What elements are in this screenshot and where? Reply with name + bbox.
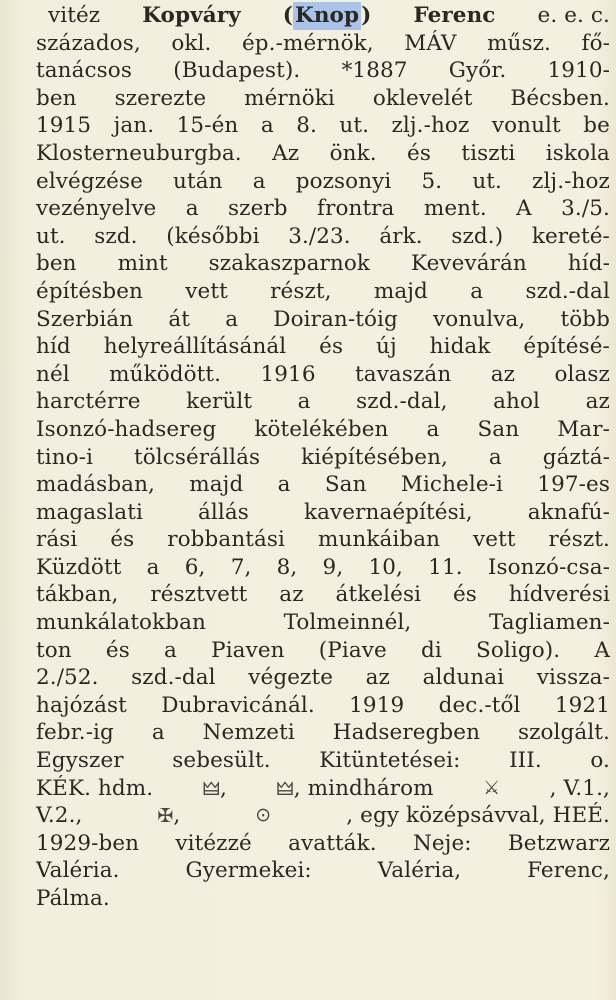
word: 1929-ben: [36, 830, 140, 856]
word: híd: [36, 334, 71, 360]
word: San: [324, 472, 367, 498]
body-line: [36, 57, 610, 85]
word: árk.: [379, 223, 423, 249]
decorations-line-2: V.2., ✠, ⊙ , egy középsávval, HEÉ.: [36, 802, 610, 830]
word: 8,: [276, 554, 298, 580]
word: (Piave: [318, 637, 387, 663]
word: a: [260, 113, 274, 139]
word: majd: [189, 472, 244, 498]
word: a: [151, 720, 165, 746]
word: vett: [185, 278, 228, 304]
body-line: [36, 223, 610, 251]
word: önk.: [329, 140, 377, 166]
cross-medal-icon: 🜲: [276, 777, 294, 800]
word: munkálatokban: [36, 610, 206, 636]
body-line: [36, 416, 610, 444]
word: Tolmeinnél,: [283, 610, 412, 636]
word: Doiran-tóig: [273, 306, 398, 332]
biography-entry: [36, 2, 610, 913]
circled-dot-icon: ⊙: [255, 804, 272, 827]
word: kötelékében: [254, 416, 389, 442]
word: aldunai: [422, 665, 505, 691]
word: hajózást: [36, 692, 127, 718]
word: Az: [272, 140, 300, 166]
word: szolgált.: [517, 720, 610, 746]
word: avatták.: [288, 830, 377, 856]
word: résztvett: [150, 582, 248, 608]
word: részt.: [548, 527, 610, 553]
word: Nemzeti: [202, 720, 295, 746]
word: vonulva,: [433, 306, 526, 332]
word: és: [110, 527, 135, 553]
word: a: [470, 278, 484, 304]
word: Valéria,: [377, 858, 462, 884]
word: tiszti: [461, 140, 516, 166]
word: tino-i: [36, 444, 94, 470]
word: 1916: [260, 361, 316, 387]
body-line: [36, 195, 610, 223]
word: okl.: [171, 30, 212, 56]
word: Szerbián: [36, 306, 134, 332]
word: Mar-: [557, 416, 610, 442]
word: vitézzé: [175, 830, 252, 856]
word: o.: [590, 748, 610, 774]
word: madásban,: [36, 472, 155, 498]
word: szd.-dal: [131, 665, 216, 691]
word: szd.: [94, 223, 138, 249]
word: helyreállításánál: [103, 334, 287, 360]
word: kereté-: [531, 223, 610, 249]
decorations-line: KÉK. hdm. 🜲, 🜲, mindhárom ⚔ , V.1.,: [36, 775, 610, 803]
word: nél: [36, 361, 70, 387]
word: Klosterneuburgba.: [36, 140, 242, 166]
word: a: [297, 389, 311, 415]
word: építésé-: [523, 334, 610, 360]
word: harctérre: [36, 389, 141, 415]
word: ton: [36, 637, 72, 663]
word: ut.: [472, 168, 502, 194]
word: gáztá-: [542, 444, 610, 470]
word: 2./52.: [36, 665, 99, 691]
word: 7,: [230, 554, 252, 580]
word: aknafú-: [527, 499, 610, 525]
word: végezte: [248, 665, 334, 691]
word: állás: [198, 499, 249, 525]
original-name-group: (Knop): [282, 3, 372, 28]
word: szerezte: [114, 85, 207, 111]
word: jan.: [113, 113, 155, 139]
word: 6,: [184, 554, 206, 580]
word: az: [490, 361, 516, 387]
word: Michele-i: [400, 472, 503, 498]
crossed-swords-icon: ⚔: [483, 776, 501, 799]
body-line: [36, 581, 610, 609]
word: Kitüntetései:: [319, 748, 461, 774]
word: 15-én: [176, 113, 239, 139]
word: majd: [373, 278, 428, 304]
word: vissza-: [536, 665, 610, 691]
word: a: [252, 168, 266, 194]
word: ép.-mérnök,: [241, 30, 374, 56]
word: a: [277, 472, 291, 498]
word: szd.): [451, 223, 504, 249]
word: és: [105, 637, 130, 663]
word: *1887: [341, 58, 408, 84]
word: oklevelét: [372, 85, 473, 111]
word: százados,: [36, 30, 141, 56]
word: sebesült.: [172, 748, 271, 774]
word: műsz.: [487, 30, 551, 56]
word: a: [185, 196, 199, 222]
word: át: [168, 306, 191, 332]
word: olasz: [554, 361, 610, 387]
word: munkáiban: [317, 527, 441, 553]
word: után: [173, 168, 223, 194]
word: tanácsos: [36, 58, 132, 84]
word: szakaszparnok: [208, 251, 371, 277]
word: zlj.-hoz: [391, 113, 470, 139]
body-line: [36, 830, 610, 858]
word: Neje:: [412, 830, 472, 856]
word: elvégzése: [36, 168, 143, 194]
body-line: [36, 692, 610, 720]
cross-medal-icon: 🜲: [202, 777, 221, 800]
body-line: [36, 747, 610, 775]
word: tölcsérállás: [134, 444, 261, 470]
word: 1915: [36, 113, 92, 139]
body-line: [36, 140, 610, 168]
word: került: [186, 389, 253, 415]
word: Valéria.: [36, 858, 120, 884]
word: a: [488, 444, 502, 470]
word: a: [426, 416, 440, 442]
maltese-cross-icon: ✠: [157, 805, 174, 828]
word: részt,: [270, 278, 332, 304]
word: Kevevárán: [410, 251, 527, 277]
word: szerb: [228, 196, 288, 222]
word: Tagliamen-: [488, 610, 610, 636]
word: 1919: [349, 692, 405, 718]
word: Győr.: [448, 58, 507, 84]
word: ment.: [423, 196, 487, 222]
word: ben: [36, 85, 77, 111]
body-line: [36, 30, 610, 58]
word: ben: [36, 251, 77, 277]
word: ahol: [493, 389, 541, 415]
word: az: [365, 665, 390, 691]
word: Hadseregben: [332, 720, 481, 746]
word: San: [477, 416, 520, 442]
word: a: [164, 637, 177, 663]
word: mérnöki: [244, 85, 335, 111]
word: Küzdött: [36, 554, 122, 580]
word: és: [452, 582, 477, 608]
word: pozsonyi: [295, 168, 392, 194]
word: zlj.-hoz: [532, 168, 610, 194]
body-line: [36, 526, 610, 554]
word: frontra: [317, 196, 395, 222]
word: szd.-dal,: [356, 389, 448, 415]
word: febr.-ig: [36, 720, 114, 746]
heading-rest: e. e. c.: [537, 3, 610, 28]
word: fő-: [581, 30, 610, 56]
word: Betzwarz: [507, 830, 610, 856]
word: Piaven: [211, 637, 285, 663]
word: MÁV: [404, 30, 457, 56]
word: iskola: [545, 140, 610, 166]
word: III.: [509, 748, 542, 774]
word: hídverési: [508, 582, 610, 608]
word: ut.: [36, 223, 66, 249]
body-line: [36, 278, 610, 306]
body-line: [36, 664, 610, 692]
body-line: [36, 250, 610, 278]
body-line: [36, 112, 610, 140]
word: (későbbi: [166, 223, 260, 249]
body-line: [36, 637, 610, 665]
word: híd-: [567, 251, 610, 277]
word: mint: [117, 251, 168, 277]
word: Isonzó-hadsereg: [36, 416, 217, 442]
word: magaslati: [36, 499, 143, 525]
highlighted-original-name[interactable]: Knop: [295, 3, 360, 28]
word: 8.: [296, 113, 317, 139]
word: és: [407, 140, 432, 166]
body-line: [36, 361, 610, 389]
word: hidak: [429, 334, 491, 360]
word: 1910-: [547, 58, 610, 84]
word: működött.: [109, 361, 222, 387]
word: Ferenc,: [527, 858, 610, 884]
word: vezényelve: [36, 196, 157, 222]
word: Soligo).: [476, 637, 561, 663]
word: A: [594, 637, 610, 663]
word: szd.-dal: [525, 278, 610, 304]
word: 3./5.: [561, 196, 610, 222]
word: vett: [473, 527, 516, 553]
word: Gyermekei:: [185, 858, 312, 884]
name-prefix: vitéz: [48, 3, 101, 28]
word: az: [585, 389, 610, 415]
word: di: [421, 637, 442, 663]
word: az: [279, 582, 304, 608]
surname: Kopváry: [142, 3, 241, 28]
word: építésben: [36, 278, 143, 304]
body-line: [36, 554, 610, 582]
word: 3./23.: [288, 223, 351, 249]
word: a: [146, 554, 160, 580]
body-line: [36, 499, 610, 527]
body-line: [36, 306, 610, 334]
word: A: [516, 196, 532, 222]
word: 9,: [322, 554, 344, 580]
body-line: [36, 333, 610, 361]
body-line: [36, 719, 610, 747]
word: rási: [36, 527, 78, 553]
word: 11.: [428, 554, 463, 580]
word: tákban,: [36, 582, 119, 608]
word: 197-es: [537, 472, 610, 498]
word: átkelési: [335, 582, 422, 608]
word: Isonzó-csa-: [487, 554, 610, 580]
word: több: [560, 306, 610, 332]
word: dec.-től: [438, 692, 521, 718]
body-line: [36, 857, 610, 885]
word: robbantási: [167, 527, 286, 553]
word: 1921: [554, 692, 610, 718]
entry-heading-line: [36, 2, 610, 30]
word: a: [225, 306, 239, 332]
word: kiépítésében,: [301, 444, 448, 470]
word: 10,: [368, 554, 403, 580]
body-line: [36, 471, 610, 499]
word: Dubravicánál.: [161, 692, 315, 718]
body-line: [36, 609, 610, 637]
word: Bécsben.: [510, 85, 610, 111]
word: vonult: [491, 113, 561, 139]
word: be: [583, 113, 610, 139]
given-name: Ferenc: [413, 3, 496, 28]
body-line-last: Pálma.: [36, 886, 110, 911]
word: ut.: [339, 113, 370, 139]
word: 5.: [421, 168, 443, 194]
word: kavernaépítési,: [304, 499, 473, 525]
word: új: [376, 334, 397, 360]
body-line: [36, 168, 610, 196]
word: Egyszer: [36, 748, 124, 774]
word: és: [319, 334, 344, 360]
body-line: [36, 444, 610, 472]
word: (Budapest).: [173, 58, 301, 84]
word: tavaszán: [355, 361, 452, 387]
body-line: [36, 85, 610, 113]
body-line: [36, 388, 610, 416]
